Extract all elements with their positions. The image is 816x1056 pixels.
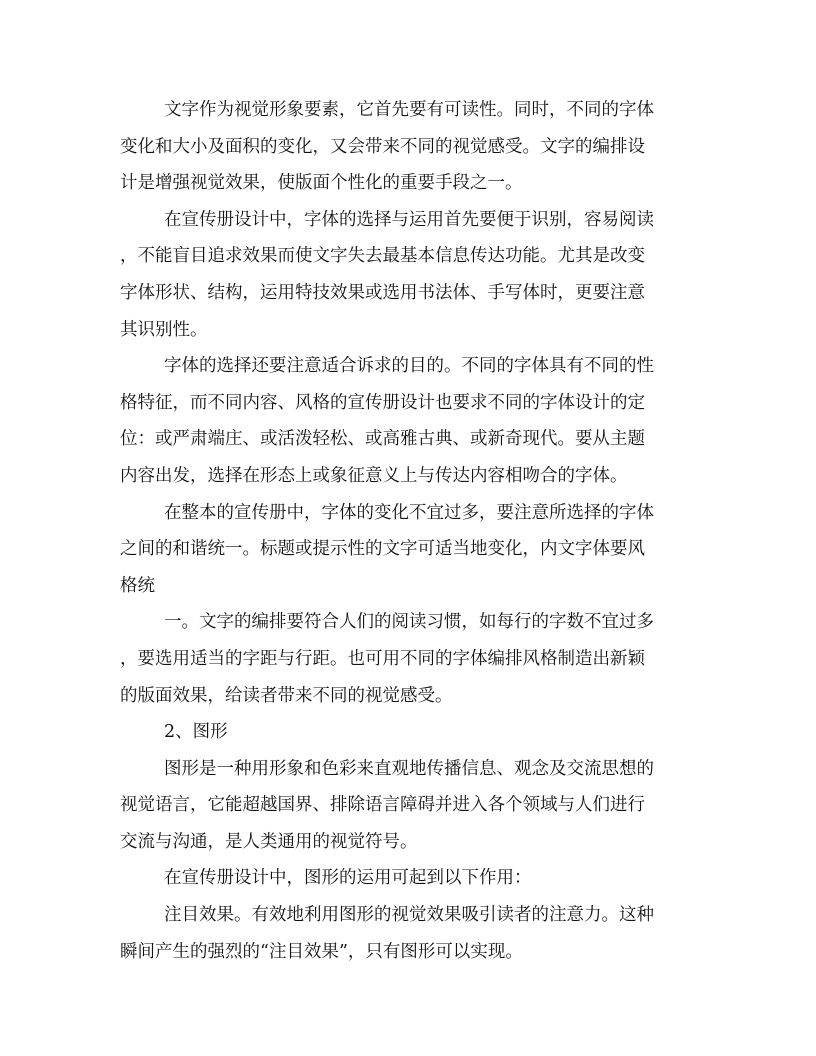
text-line: 在整本的宣传册中，字体的变化不宜过多，要注意所选择的字体 <box>164 502 654 523</box>
text-line: 字体形状、结构，运用特技效果或选用书法体、手写体时，更要注意 <box>120 282 645 303</box>
text-line: 图形是一种用形象和色彩来直观地传播信息、观念及交流思想的 <box>164 758 654 779</box>
text-line: 在宣传册设计中，字体的选择与运用首先要便于识别，容易阅读 <box>164 209 654 230</box>
text-line: 之间的和谐统一。标题或提示性的文字可适当地变化，内文字体要风 <box>120 539 645 560</box>
text-line: 内容出发，选择在形态上或象征意义上与传达内容相吻合的字体。 <box>120 465 628 486</box>
text-line: 在宣传册设计中，图形的运用可起到以下作用： <box>164 868 532 889</box>
text-line: ，不能盲目追求效果而使文字失去最基本信息传达功能。尤其是改变 <box>120 246 645 267</box>
text-line: 字体的选择还要注意适合诉求的目的。不同的字体具有不同的性 <box>164 356 654 377</box>
text-line: 文字作为视觉形象要素，它首先要有可读性。同时，不同的字体 <box>164 100 654 120</box>
text-line: 注目效果。有效地利用图形的视觉效果吸引读者的注意力。这种 <box>164 905 654 926</box>
text-line: 的版面效果，给读者带来不同的视觉感受。 <box>120 685 453 706</box>
text-line: 其识别性。 <box>120 319 208 340</box>
text-line: 计是增强视觉效果，使版面个性化的重要手段之一。 <box>120 173 523 194</box>
text-line: 瞬间产生的强烈的“注目效果”，只有图形可以实现。 <box>120 941 523 962</box>
text-line: 位：或严肃端庄、或活泼轻松、或高雅古典、或新奇现代。要从主题 <box>120 429 645 450</box>
text-line: ，要选用适当的字距与行距。也可用不同的字体编排风格制造出新颖 <box>120 648 645 669</box>
text-line: 一。文字的编排要符合人们的阅读习惯，如每行的字数不宜过多 <box>164 612 654 633</box>
text-line: 格特征，而不同内容、风格的宣传册设计也要求不同的字体设计的定 <box>120 392 645 413</box>
text-line: 格统 <box>120 575 155 596</box>
text-line: 交流与沟通，是人类通用的视觉符号。 <box>120 831 418 852</box>
text-line: 变化和大小及面积的变化，又会带来不同的视觉感受。文字的编排设 <box>120 136 645 157</box>
text-line: 视觉语言，它能超越国界、排除语言障碍并进入各个领域与人们进行 <box>120 795 645 816</box>
document-body <box>120 92 696 970</box>
text-line: 2、图形 <box>164 722 228 743</box>
